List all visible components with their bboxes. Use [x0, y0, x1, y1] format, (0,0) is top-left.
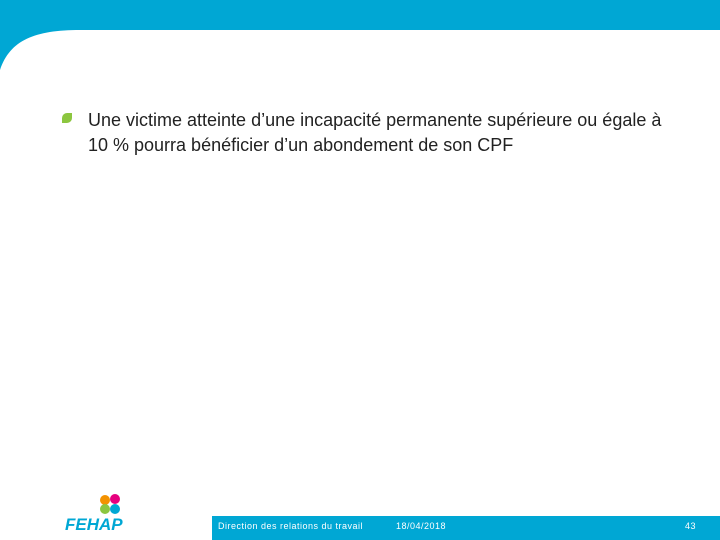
- bullet-marker: [62, 113, 72, 123]
- page-number: 43: [684, 521, 696, 531]
- fehap-logo: [62, 492, 132, 534]
- logo-wordmark: FEHAP: [65, 515, 123, 534]
- footer-date: 18/04/2018: [396, 521, 447, 531]
- bullet-text: Une victime atteinte d’une incapacité permanente supérieure ou égale à 10 % pourra bénéficier d’un abondement de son CPF: [88, 110, 662, 155]
- footer-bar: [212, 516, 720, 540]
- header-decoration-band: [0, 0, 720, 70]
- footer-department: Direction des relations du travail: [218, 521, 364, 531]
